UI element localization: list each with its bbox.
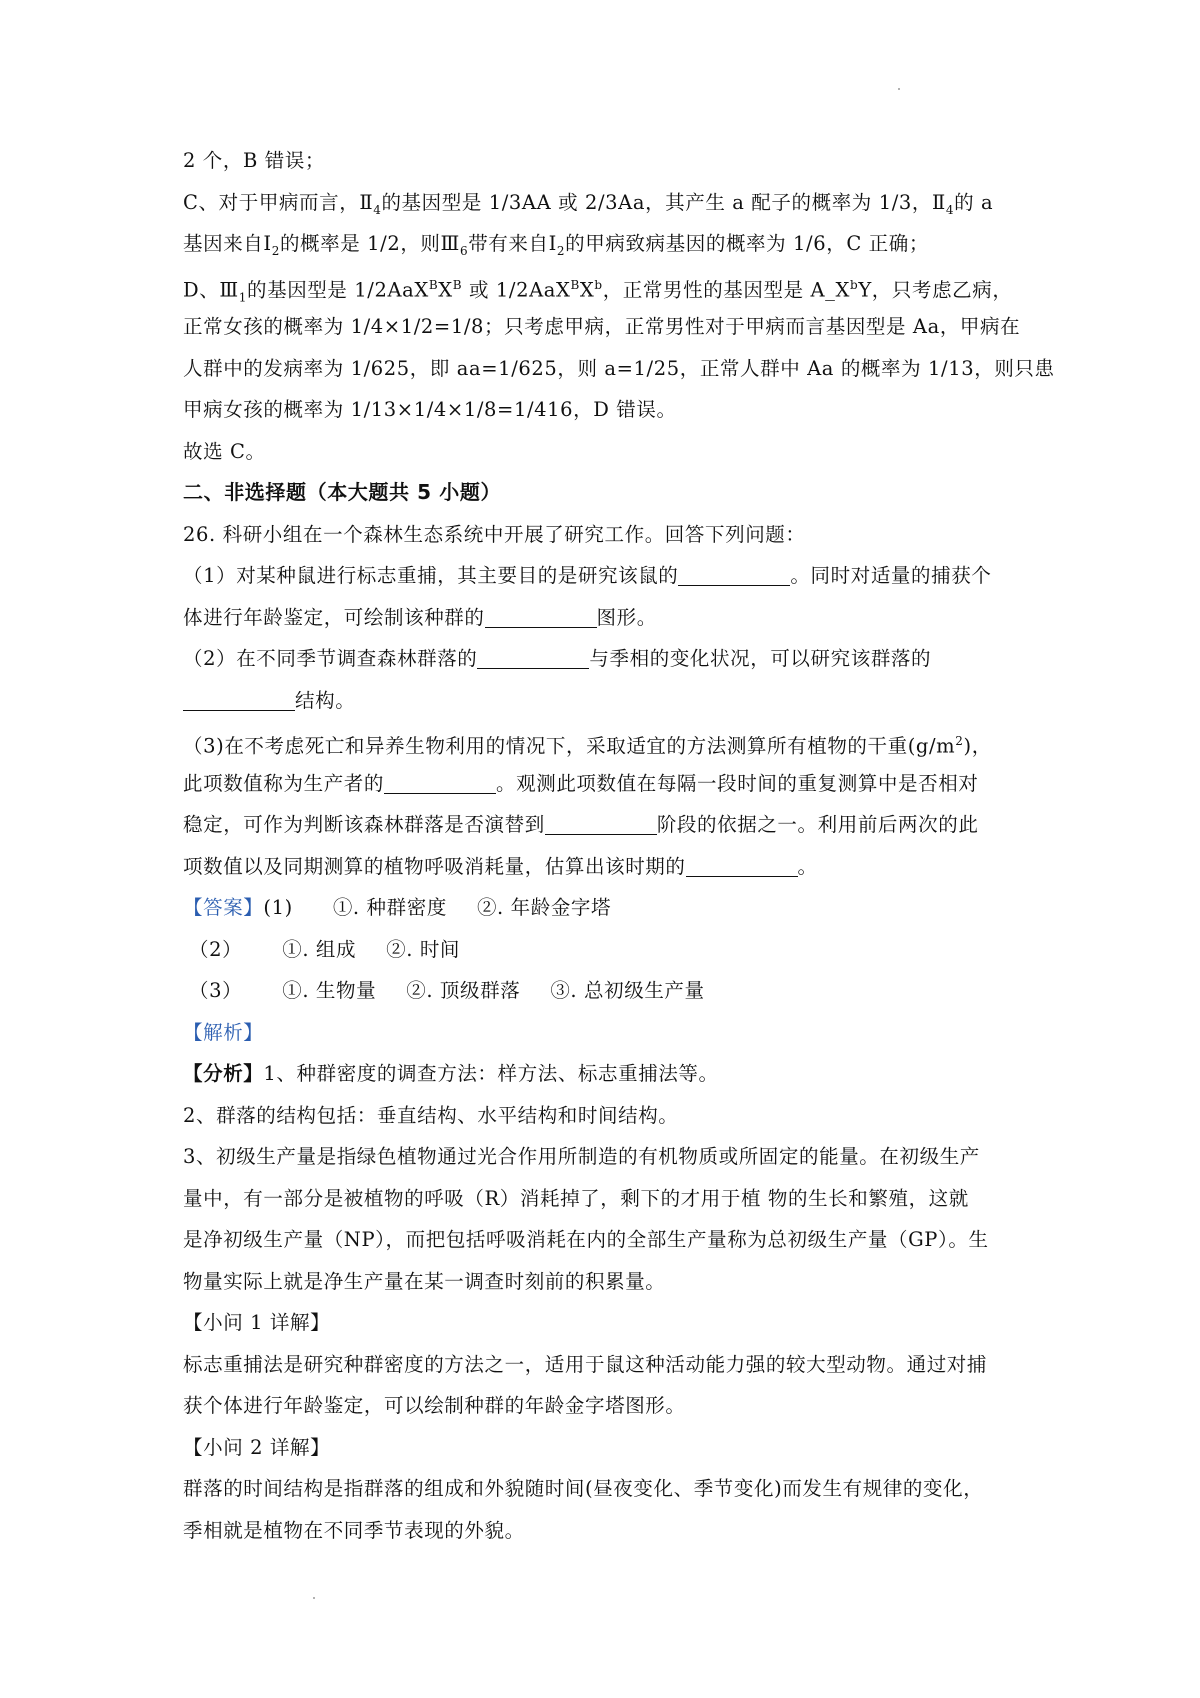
text-line: 甲病女孩的概率为 1/13×1/4×1/8=1/416，D 错误。 <box>183 398 677 421</box>
text-line: 物量实际上就是净生产量在某一调查时刻前的积累量。 <box>183 1269 666 1293</box>
analysis-tag: 【解析】 <box>183 1020 264 1044</box>
text-line: 此项数值称为生产者的 。观测此项数值在每隔一段时间的重复测算中是否相对 <box>183 763 1028 805</box>
fenxi-tag: 【分析】 <box>183 1062 264 1085</box>
text-line: 基因来自$Ⅰ_2$的概率是 1/2，则$Ⅲ_6$带有来自$Ⅰ_2$的甲病致病基因的概率为 1/6，C 正确； <box>183 232 929 258</box>
answer-tag: 【答案】 <box>183 896 264 919</box>
text-line: 正常女孩的概率为 1/4×1/2=1/8；只考虑甲病，正常男性对于甲病而言基因型是 Aa，甲病在 <box>183 315 1021 338</box>
answer-blank <box>678 561 790 586</box>
question-title: 26. 科研小组在一个森林生态系统中开展了研究工作。回答下列问题： <box>183 522 806 546</box>
text-line: 人群中的发病率为 1/625，即 aa=1/625，则 a=1/25，正常人群中 Aa 的概率为 1/13，则只患 <box>183 356 1055 380</box>
text-line: 稳定，可作为判断该森林群落是否演替到 阶段的依据之一。利用前后两次的此 <box>183 804 1028 846</box>
text-line: （1）对某种鼠进行标志重捕，其主要目的是研究该鼠的 。同时对适量的捕获个 <box>183 555 1028 597</box>
answer-blank <box>545 810 657 835</box>
text-line: 量中，有一部分是被植物的呼吸（R）消耗掉了，剩下的才用于植 物的生长和繁殖，这就 <box>183 1186 969 1210</box>
scan-dot <box>313 1597 315 1599</box>
text-line: 是净初级生产量（NP），而把包括呼吸消耗在内的全部生产量称为总初级生产量（GP）。生 <box>183 1228 989 1251</box>
text-line: 项数值以及同期测算的植物呼吸消耗量，估算出该时期的 。 <box>183 846 1028 888</box>
text-line: 季相就是植物在不同季节表现的外貌。 <box>183 1518 525 1542</box>
detail-heading: 【小问 2 详解】 <box>183 1435 331 1459</box>
scan-dot <box>898 88 900 90</box>
section-heading: 二、非选择题（本大题共 5 小题） <box>183 480 502 504</box>
text-line: 群落的时间结构是指群落的组成和外貌随时间(昼夜变化、季节变化)而发生有规律的变化， <box>183 1477 984 1500</box>
text-line: 2 个，B 错误； <box>183 149 326 172</box>
text-line: 2、群落的结构包括：垂直结构、水平结构和时间结构。 <box>183 1103 679 1127</box>
answer-blank <box>485 603 597 628</box>
text-line: 【分析】1、种群密度的调查方法：样方法、标志重捕法等。 <box>183 1062 719 1085</box>
analysis-line <box>183 1012 1028 1054</box>
text-line: D、$Ⅲ_1$的基因型是 $1/2AaX^BX^B$ 或 $1/2AaX^BX^b$，正常男性的基因型是 $A\_X^bY$，只考虑乙病， <box>183 277 1013 304</box>
answer-blank <box>686 852 798 877</box>
answer-blank <box>477 644 589 669</box>
text-line: （3)在不考虑死亡和异养生物利用的情况下，采取适宜的方法测算所有植物的干重$(g/m^2)$， <box>183 734 992 758</box>
text-line: 故选 C。 <box>183 439 266 463</box>
text-line: 标志重捕法是研究种群密度的方法之一，适用于鼠这种活动能力强的较大型动物。通过对捕 <box>183 1352 988 1376</box>
document-body <box>183 140 1055 1551</box>
text-line: 结构。 <box>183 680 1028 722</box>
answer-line: （2） ①. 组成 ②. 时间 <box>189 937 461 961</box>
detail-heading: 【小问 1 详解】 <box>183 1311 331 1334</box>
answer-blank <box>183 686 295 711</box>
text-line: 3、初级生产量是指绿色植物通过光合作用所制造的有机物质或所固定的能量。在初级生产 <box>183 1145 980 1168</box>
text-line: （2）在不同季节调查森林群落的 与季相的变化状况，可以研究该群落的 <box>183 638 1028 680</box>
answer-line: （3） ①. 生物量 ②. 顶级群落 ③. 总初级生产量 <box>189 979 705 1002</box>
answer-blank <box>384 769 496 794</box>
text-line: 体进行年龄鉴定，可绘制该种群的 图形。 <box>183 597 1028 639</box>
text-line: 获个体进行年龄鉴定，可以绘制种群的年龄金字塔图形。 <box>183 1394 686 1417</box>
answer-line: 【答案】(1) ①. 种群密度 ②. 年龄金字塔 <box>183 896 612 919</box>
text-line: C、对于甲病而言，$Ⅱ_4$的基因型是 1/3AA 或 2/3Aa，其产生 a 配子的概率为 1/3，$Ⅱ_4$的 a <box>183 190 994 217</box>
